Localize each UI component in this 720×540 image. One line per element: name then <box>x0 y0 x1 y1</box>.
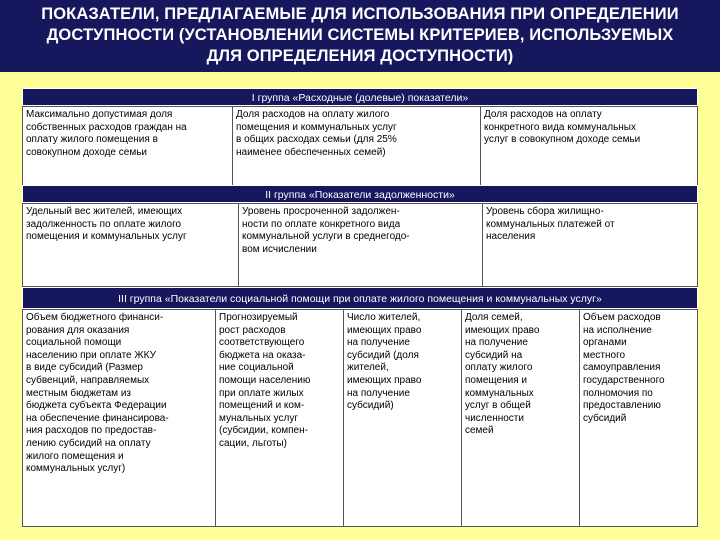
cell-line: имеющих право <box>347 374 422 386</box>
indicator-cell <box>216 310 344 526</box>
cell-line: бюджета на оказа- <box>219 349 306 361</box>
indicator-cell <box>580 310 697 526</box>
cell-line: совокупном доходе семьи <box>26 146 147 158</box>
indicator-cell <box>481 107 697 187</box>
cell-line: лению субсидий на оплату <box>26 437 151 449</box>
cell-line: полномочия по <box>583 387 653 399</box>
cell-line: Уровень сбора жилищно- <box>486 206 604 217</box>
cell-line: имеющих право <box>347 324 422 336</box>
indicator-cell <box>462 310 580 526</box>
cell-line: субсидий <box>583 412 627 424</box>
indicator-cell <box>23 310 216 526</box>
indicator-cell <box>23 204 239 286</box>
cell-line: Объем бюджетного финанси- <box>26 312 164 323</box>
cell-line: на обеспечение финансирова- <box>26 412 169 424</box>
cell-line: предоставлению <box>583 400 661 412</box>
group-3-header: III группа «Показатели социальной помощи при оплате жилого помещения и коммунальных услуг» <box>22 287 698 309</box>
cell-line: помощи населению <box>219 374 311 386</box>
cell-line: в виде субсидий (Размер <box>26 362 143 374</box>
indicator-cell <box>239 204 483 286</box>
cell-line: наименее обеспеченных семей) <box>236 146 386 158</box>
cell-line: самоуправления <box>583 362 661 374</box>
cell-line: Доля расходов на оплату <box>484 109 602 120</box>
cell-line: Доля расходов на оплату жилого <box>236 109 390 120</box>
cell-line: бюджета субъекта Федерации <box>26 400 167 412</box>
cell-line: вом исчислении <box>242 243 317 255</box>
title-line: ДОСТУПНОСТИ (УСТАНОВЛЕНИИ СИСТЕМЫ КРИТЕРИЕВ, ИСПОЛЬЗУЕМЫХ <box>46 26 674 44</box>
cell-line: субсидий) <box>347 400 394 412</box>
cell-line: коммунальных платежей от <box>486 218 615 230</box>
cell-line: местного <box>583 349 626 361</box>
indicator-cell <box>344 310 462 526</box>
group-3-cells <box>22 309 698 527</box>
indicator-cell <box>23 107 233 187</box>
cell-line: услуг в общей <box>465 400 531 412</box>
cell-line: услуг в совокупном доходе семьи <box>484 134 641 146</box>
cell-line: на исполнение <box>583 324 652 336</box>
cell-line: задолженность по оплате жилого <box>26 218 182 230</box>
cell-line: жилого помещения и <box>26 450 124 462</box>
cell-line: оплату жилого <box>465 362 533 374</box>
cell-line: имеющих право <box>465 324 540 336</box>
title-line: ПОКАЗАТЕЛИ, ПРЕДЛАГАЕМЫЕ ДЛЯ ИСПОЛЬЗОВАНИЯ ПРИ ОПРЕДЕЛЕНИИ <box>41 5 679 23</box>
cell-line: Объем расходов <box>583 312 661 323</box>
cell-line: Доля семей, <box>465 312 523 323</box>
cell-line: ние социальной <box>219 362 294 374</box>
cell-line: социальной помощи <box>26 337 122 349</box>
cell-line: жителей, <box>347 362 389 374</box>
cell-line: субсидий (доля <box>347 349 419 361</box>
cell-line: ности по оплате конкретного вида <box>242 218 401 230</box>
cell-line: рования для оказания <box>26 324 130 336</box>
cell-line: численности <box>465 412 524 424</box>
cell-line: Прогнозируемый <box>219 312 298 323</box>
group-3-social-assistance-indicators <box>22 287 698 527</box>
cell-line: населения <box>486 231 536 243</box>
cell-line: на получение <box>465 337 528 349</box>
cell-line: населению при оплате ЖКУ <box>26 349 156 361</box>
group-1-cells <box>22 106 698 188</box>
cell-line: помещения и коммунальных услуг <box>236 121 397 133</box>
cell-line: Удельный вес жителей, имеющих <box>26 206 183 217</box>
cell-line: при оплате жилых <box>219 387 304 399</box>
cell-line: соответствующего <box>219 337 305 349</box>
page-title <box>0 0 720 72</box>
cell-line: на получение <box>347 387 410 399</box>
cell-line: (субсидии, компен- <box>219 425 308 437</box>
cell-line: коммунальных услуг) <box>26 463 126 475</box>
cell-line: помещений и ком- <box>219 400 305 412</box>
cell-line: мунальных услуг <box>219 412 298 424</box>
cell-line: помещения и <box>465 374 527 386</box>
cell-line: коммунальной услуги в среднегодо- <box>242 231 410 243</box>
cell-line: оплату жилого помещения в <box>26 134 158 146</box>
cell-line: субсидий на <box>465 349 523 361</box>
cell-line: государственного <box>583 374 665 386</box>
cell-line: на получение <box>347 337 410 349</box>
group-1-header: I группа «Расходные (долевые) показатели» <box>22 88 698 106</box>
cell-line: в общих расходах семьи (для 25% <box>236 134 397 146</box>
indicator-cell <box>233 107 481 187</box>
cell-line: семей <box>465 425 494 437</box>
cell-line: Максимально допустимая доля <box>26 109 173 120</box>
cell-line: помещения и коммунальных услуг <box>26 231 187 243</box>
cell-line: ния расходов по предостав- <box>26 425 157 437</box>
group-2-header: II группа «Показатели задолженности» <box>22 185 698 203</box>
cell-line: Уровень просроченной задолжен- <box>242 206 400 217</box>
group-1-expense-indicators <box>22 88 698 188</box>
cell-line: местным бюджетам из <box>26 387 131 399</box>
cell-line: собственных расходов граждан на <box>26 121 187 133</box>
group-2-cells <box>22 203 698 287</box>
group-2-debt-indicators <box>22 185 698 287</box>
indicator-cell <box>483 204 697 286</box>
cell-line: Число жителей, <box>347 312 421 323</box>
cell-line: субвенций, направляемых <box>26 374 150 386</box>
cell-line: сации, льготы) <box>219 437 287 449</box>
cell-line: рост расходов <box>219 324 286 336</box>
title-line: ДЛЯ ОПРЕДЕЛЕНИЯ ДОСТУПНОСТИ) <box>206 47 514 65</box>
cell-line: органами <box>583 337 627 349</box>
cell-line: коммунальных <box>465 387 534 399</box>
cell-line: конкретного вида коммунальных <box>484 121 636 133</box>
